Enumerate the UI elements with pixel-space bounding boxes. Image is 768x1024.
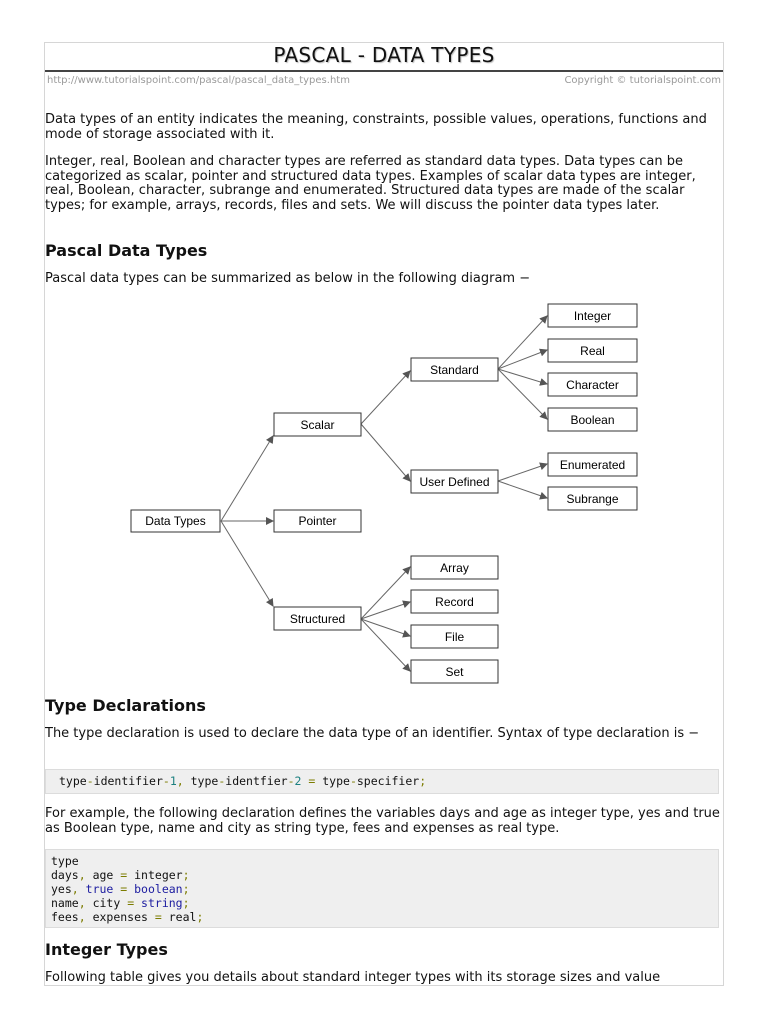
node-label: Standard bbox=[430, 363, 479, 377]
intro-paragraph-1: Data types of an entity indicates the meaning, constraints, possible values, operations, functions and mode of storage associated with it. bbox=[45, 112, 707, 142]
code-line: name, city = string; bbox=[51, 896, 190, 910]
node-data-types bbox=[131, 510, 220, 532]
heading-type-declarations: Type Declarations bbox=[45, 696, 206, 715]
node-label: Enumerated bbox=[559, 458, 626, 472]
source-url[interactable]: http://www.tutorialspoint.com/pascal/pascal_data_types.htm bbox=[47, 75, 350, 86]
code-line: days, age = integer; bbox=[51, 868, 190, 882]
page-title: PASCAL - DATA TYPES bbox=[273, 43, 495, 67]
code-line: fees, expenses = real; bbox=[51, 910, 204, 924]
node-label: Data Types bbox=[145, 514, 206, 528]
node-label: Set bbox=[445, 665, 464, 679]
code-line: yes, true = boolean; bbox=[51, 882, 190, 896]
node-standard bbox=[411, 358, 498, 381]
copyright-notice: Copyright © tutorialspoint.com bbox=[564, 75, 721, 86]
node-integer bbox=[548, 304, 637, 327]
node-label: Boolean bbox=[570, 413, 615, 427]
node-label: Character bbox=[566, 378, 619, 392]
node-boolean bbox=[548, 408, 637, 431]
node-structured bbox=[274, 607, 361, 630]
node-label: User Defined bbox=[419, 475, 490, 489]
node-array bbox=[411, 556, 498, 579]
node-character bbox=[548, 373, 637, 396]
node-real bbox=[548, 339, 637, 362]
example-intro-text: For example, the following declaration defines the variables days and age as integer type, yes and true as Boolean type, name and city as string type, fees and expenses as real type. bbox=[45, 806, 720, 836]
data-types-diagram bbox=[86, 258, 686, 698]
example-code-block bbox=[45, 849, 719, 928]
node-label: Array bbox=[440, 561, 469, 575]
node-scalar bbox=[274, 413, 361, 436]
type-declaration-text: The type declaration is used to declare the data type of an identifier. Syntax of type declaration is − bbox=[45, 726, 700, 741]
node-label: Structured bbox=[289, 612, 346, 626]
node-label: Real bbox=[580, 344, 605, 358]
intro-paragraph-2: Integer, real, Boolean and character types are referred as standard data types. Data types can be categorized as scalar, pointer and structured data types. Examples of scalar data types are integer, real, Boolean, character, subrange and enumerated. Structured data types are made of the scalar types; for example, arrays, records, files and sets. We will discuss the pointer data types later. bbox=[45, 154, 696, 213]
node-label: File bbox=[444, 630, 465, 644]
node-set bbox=[411, 660, 498, 683]
node-pointer bbox=[274, 510, 361, 532]
node-user-defined bbox=[411, 470, 498, 493]
code-line: type bbox=[51, 854, 79, 868]
node-subrange bbox=[548, 487, 637, 510]
node-enumerated bbox=[548, 453, 637, 476]
title-divider bbox=[45, 70, 723, 72]
heading-integer-types: Integer Types bbox=[45, 940, 168, 959]
heading-pascal-data-types: Pascal Data Types bbox=[45, 241, 208, 260]
code-line: type-identifier-1, type-identfier-2 = type-specifier; bbox=[59, 774, 427, 788]
node-label: Integer bbox=[573, 309, 612, 323]
syntax-code-block bbox=[45, 769, 719, 794]
node-file bbox=[411, 625, 498, 648]
node-label: Record bbox=[435, 595, 474, 609]
node-label: Pointer bbox=[298, 514, 337, 528]
diagram-intro-text: Pascal data types can be summarized as below in the following diagram − bbox=[45, 271, 531, 286]
node-record bbox=[411, 590, 498, 613]
integer-types-text: Following table gives you details about standard integer types with its storage sizes and value bbox=[45, 970, 661, 985]
node-label: Subrange bbox=[566, 492, 619, 506]
node-label: Scalar bbox=[300, 418, 335, 432]
